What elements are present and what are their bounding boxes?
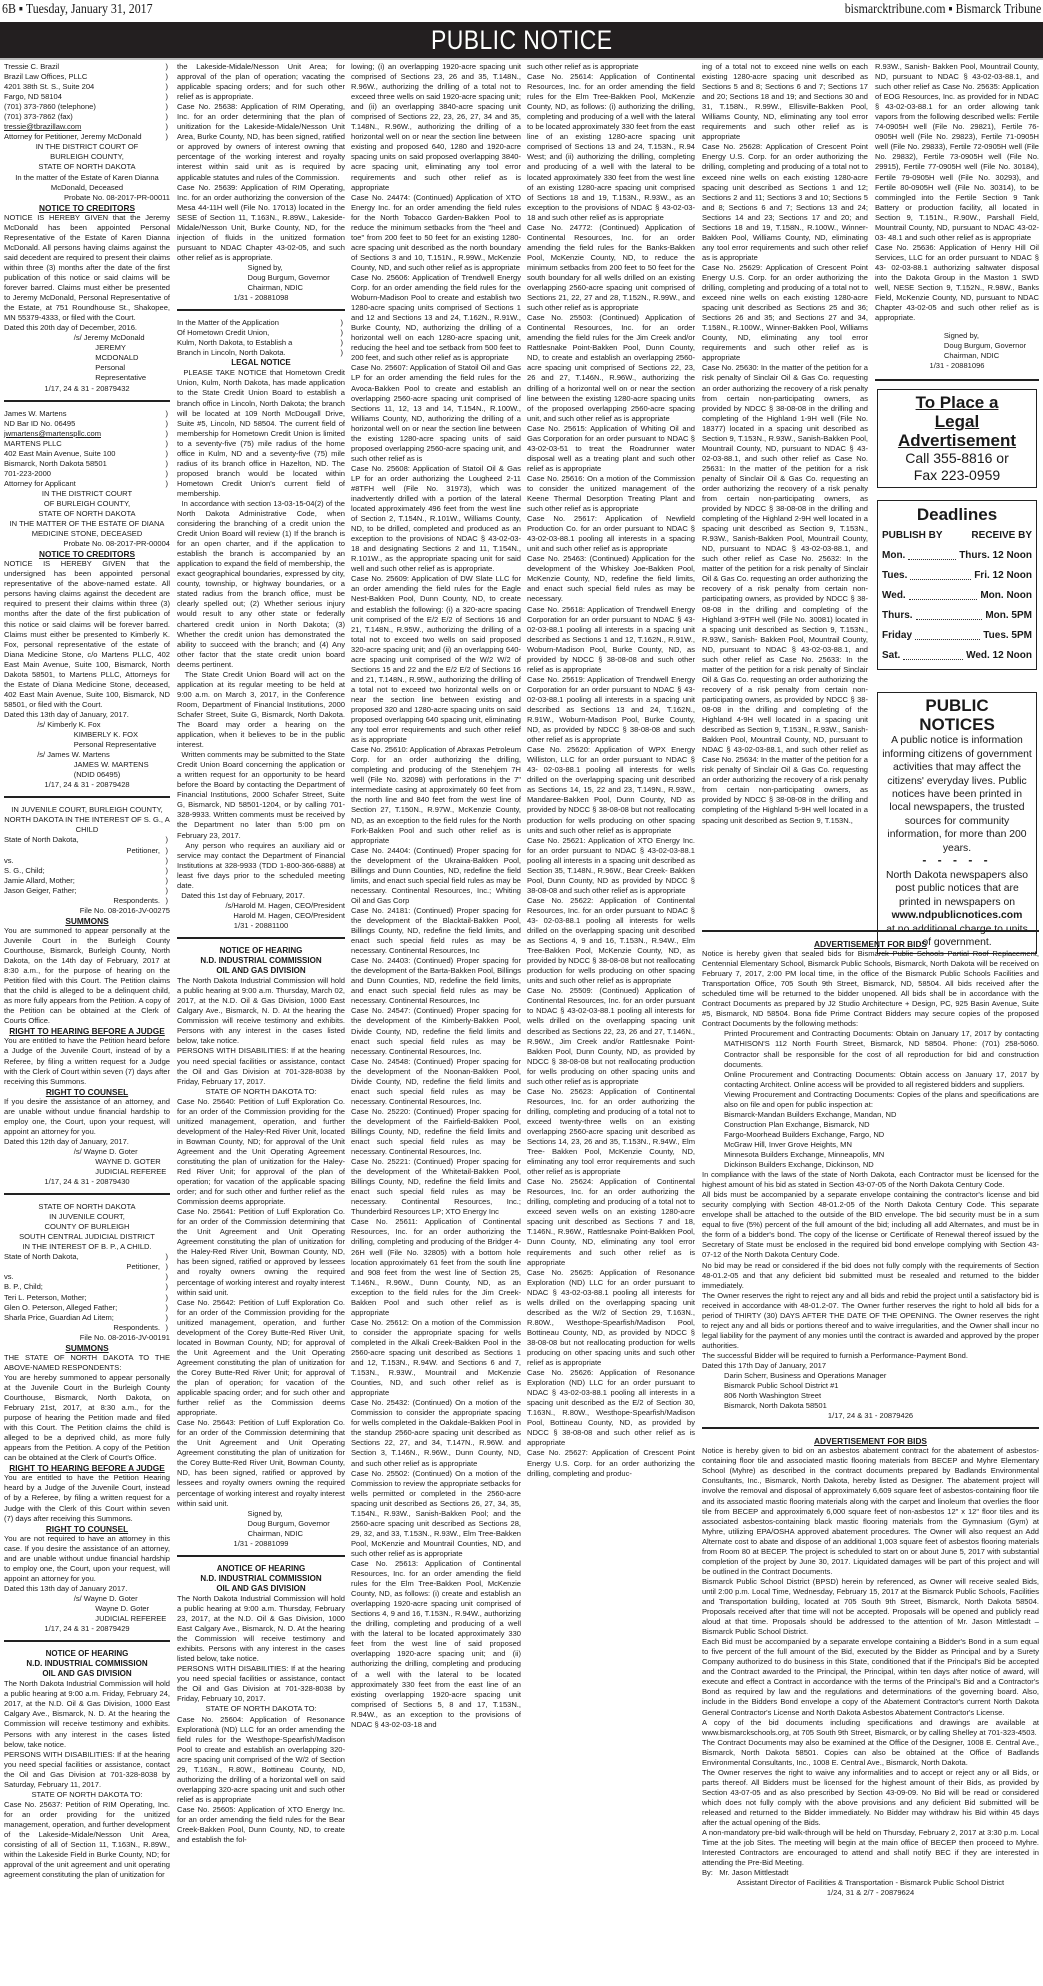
public-notices-text: at no additional charge to units of government. — [886, 923, 1028, 949]
notice-line: Probate No. 08-2017-PR-00011 — [63, 192, 170, 202]
deadline-row — [882, 546, 1032, 566]
notice-caption: OF BURLEIGH COUNTY, — [43, 498, 131, 508]
deadline-row — [882, 606, 1032, 626]
notice-line: /s/Harold M. Hagen, CEO/President — [225, 900, 345, 910]
caption-line: Of Hometown Credit Union, ) — [177, 328, 345, 338]
notice-heading: ADVERTISEMENT FOR BIDS — [814, 939, 927, 949]
caption-line: In the Matter of the Application ) — [177, 318, 345, 328]
notice-caption: IN THE DISTRICT COURT — [41, 488, 133, 498]
notice-paragraph: Online Procurement and Contracting Documents: Obtain access on January 17, 2017 by contacting Architect. Online access will be provided to all registered bidders and suppliers. — [724, 1069, 1039, 1089]
notice-paragraph: the Lakeside-Midale/Nesson Unit Area; for approval of the plan of operation; vacating the applicable spacing orders; and for such other relief as is appropriate. — [177, 62, 345, 102]
notice-paragraph: The Contract Documents may also be examined at the Office of the Designer, 1008 E. Central Ave., Bismarck, North Dakota 58501. Copies can also be obtained at the Office of Badlands Environmental Consultants, Inc., 1008 E. Central Ave., Bismarck, North Dakota. — [702, 1737, 1039, 1767]
dot-leader — [903, 646, 963, 660]
email-link-text[interactable]: jwmartens@martenspllc.com — [4, 428, 101, 438]
notice-paragraph: The successful Bidder will be required to furnish a Performance-Payment Bond. — [702, 1350, 968, 1360]
notice-paragraph: Case No. 25220: (Continued) Proper spacing for the development of the Fairfield-Bakken Pool, Billings County, ND, redefine the field limits and enact such special field rules as may be necessary. Continental Resources, Inc. — [351, 1106, 521, 1157]
column-6 — [875, 62, 1039, 954]
notice-paragraph: Case No. 25608: Application of Statoil Oil & Gas LP for an order authorizing the Lougheed 2-11 #8TFH well (File No. 31973), which was inadvertently drilled with a portion of the lateral located approximately 496 feet from the west line of Section 2, T.154N., R.101W., Williams County, ND, to be drilled, completed and produced as an exception to the provisions of NDAC § 43-02-03-18 and designating Sections 2 and 11, T.154N., R.101W., as the appropriate spacing unit for said well and such other relief as is appropriate. — [351, 463, 521, 574]
divider — [177, 309, 345, 311]
deadlines-header — [882, 526, 1032, 546]
caption-line: 701-223-2000 ) — [4, 469, 170, 479]
legal-ad-phone: Call 355-8816 or — [905, 450, 1009, 467]
legal-ad-title: To Place a — [915, 393, 999, 413]
notice-paragraph: Case No. 25609: Application of DW Slate LLC for an order amending the field rules for the Eagle Nest-Bakken Pool, Dunn County, ND, to create and establish the following: (i) a 320-acre spacing unit comprised of the E/2 E/2 of Sections 16 and 21, T.148N., R.95W., authorizing the drilling of a total not to exceed two wells on said proposed 320-acre spacing unit; and (ii) an overlapping 640-acre spacing unit comprised of the W/2 W/2 of Sections 15 and 22 and the E/2 E/2 of Sections 16 and 21, T.148N., R.95W., authorizing the drilling of a total not to exceed two horizontal wells on or near the section line between existing and proposed 320 and 1280-acre spacing units on said proposed overlapping 640 spacing unit, eliminating any tool error requirements and such other relief as is appropriate — [351, 574, 521, 745]
notice-paragraph: Case No. 24403: (Continued) Proper spacing for the development of the Barta-Bakken Pool, Billings and Dunn Counties, ND, redefine the field limits, and enact such special field rules as may be necessary. Continental Resources, Inc — [351, 956, 521, 1006]
signature-line: /s/ Jeremy McDonald — [73, 333, 145, 343]
caption-line: 402 East Main Avenue, Suite 100 ) — [4, 449, 170, 459]
publish-day: Sat. — [882, 650, 901, 662]
notice-paragraph: Written comments may be submitted to the State Credit Union Board concerning the application or a written request for an opportunity to be heard before the Board by contacting the Department of Financial Institutions, 2000 Schafer Street, Suite G, Bismarck, ND 58501-1204, or by calling 701-328-9933. Written comments must be received by the Department no later than 5:00 pm on February 23, 2017. — [177, 750, 345, 840]
column-2 — [177, 62, 345, 1845]
notice-heading: NOTICE TO CREDITORS — [38, 549, 136, 560]
caption-line: ND Bar ID No. 06495 ) — [4, 419, 170, 429]
notice-paragraph: Case No. 24181: (Continued) Proper spacing for the development of the Blacktail-Bakken Pool, Billings County, ND, redefine the field limits, and enact such special field rules as may be necessary. Continental Resources, Inc — [351, 905, 521, 956]
notice-paragraph: Each Bid must be accompanied by a separate envelope containing a Bidder's Bond in a sum equal to five percent of the full amount of the Bid, executed by the Bidder as Principal and by a Surety Company authorized to do business in this State, conditioned that if the Principal's Bid be accepted and the Contract awarded to the Principal, the Principal, within ten days after notice of award, will execute and effect a Contract in accordance with the terms of the Principal's Bid and a Contractor's Bond as required by law and the regulations and determinations of the governing board. Also, include in the Bidders Bond envelope a copy of the Abatement Contractor's current North Dakota General Contractor's License and North Dakota Asbestos Abatement Contractor's License. — [702, 1637, 1039, 1717]
divider — [177, 1555, 345, 1557]
notice-line: Bismarck Public School District #1 — [724, 1381, 839, 1391]
receive-deadline: Wed. 12 Noon — [966, 650, 1032, 662]
notice-paragraph: Case No. 25502: (Continued) On a motion of the Commission to review the appropriate setbacks for wells permitted or completed in the 2560-acre spacing unit described as Sections 26, 27, 34, 35, T.154N., R.93W., Sanish-Bakken Pool; and the 2560-acre spacing unit described as Sections 28, 29, 32, and 33, T.153N., R.93W., Elm Tree-Bakken Pool, McKenzie and Mountrail Counties, ND, and such other relief as is appropriate — [351, 1468, 521, 1558]
caption-line: Petitioner, ) — [4, 846, 170, 856]
legal-ad-fax: Fax 223-0959 — [913, 467, 1001, 484]
notice-paragraph: PERSONS WITH DISABILITIES: If at the hearing you need special facilities or assistance, contact the Oil and Gas Division at 701-328-8038 by Friday, February 10, 2017. — [177, 1664, 345, 1704]
receive-deadline: Thurs. 12 Noon — [959, 550, 1032, 562]
caption-line: (701) 373-7860 (telephone) ) — [4, 102, 170, 112]
notice-heading: OIL AND GAS DIVISION — [216, 966, 306, 976]
notice-caption: STATE OF NORTH DAKOTA — [38, 1202, 136, 1212]
notice-paragraph: Viewing Procurement and Contracting Documents: Copies of the plans and specifications are also on file and open for public inspection at: — [724, 1089, 1039, 1109]
notice-heading: NOTICE OF HEARING — [45, 1649, 129, 1659]
caption-line: Attorney for Applicant ) — [4, 479, 170, 489]
notice-heading: SUMMONS — [65, 915, 109, 926]
signature-line: JAMES W. MARTENS (NDID 06495) — [73, 760, 149, 780]
notice-paragraph: NOTICE IS HEREBY GIVEN that the Jeremy McDonald has been appointed Personal Representative of the Estate of Karen Dianna McDonald. All persons having claims against the said decedent are required to present their claims within three (3) months after the date of the first publication of this notice or said claims will be forever barred. Claims must either be presented to Jeremy McDonald, Personal Representative of the Estate, at 751 Roundhouse St., Shakopee, MN 55379-4333, or filed with the Court. — [4, 212, 170, 323]
notice-caption: In the matter of the Estate of Karen Dianna McDonald, Deceased — [15, 172, 159, 192]
notice-paragraph: Case No. 25463: (Continued) Application for the development of the Whiskey Joe-Bakken Pool, McKenzie County, ND, redefine the field limits, and enact such special field rules as may be necessary. — [527, 554, 695, 604]
notice-id: 1/17, 24 & 31 - 20879429 — [44, 1624, 130, 1634]
page-date-line: 6B ▪ Tuesday, January 31, 2017 — [2, 2, 153, 17]
notice-paragraph: You are entitled to have the Petition Hearing heard by a Judge of the Juvenile Court, instead of by a Referee, by filing a written request for a Judge with the Clerk of this Court within seven (7) days after receiving this Summons. — [4, 1473, 170, 1523]
notice-paragraph: The Owner reserves the right to reject any and all bids and rebid the project until a satisfactory bid is received in accordance with 48-01.2-07. The Owner further reserves the right to hold all bids for a period of THIRTY (30) DAYS AFTER THE DATE OF THE OPENING. The Owner reserves the right to reject any and all bids or portions thereof and to waive irregularities, and the Owner shall incur no legal liability for the payment of any monies until the contract is awarded and approved by the proper authorities. — [702, 1290, 1039, 1350]
notice-line: Bismarck-Mandan Builders Exchange, Mandan, ND — [724, 1109, 897, 1119]
notice-heading: N.D. INDUSTRIAL COMMISSION — [200, 956, 322, 966]
public-notices-text: A public notice is information informing citizens of government activities that may affect the citizens' everyday lives. Public notices have been printed in local newspapers, the trusted sources for community information, for more than 200 years. — [882, 735, 1032, 854]
publish-day: Mon. — [882, 550, 906, 562]
signature-line: Doug Burgum, Governor — [247, 1518, 330, 1528]
notice-line: File No. 08-2016-JV-00275 — [79, 905, 170, 915]
caption-line: Tressie C. Brazil ) — [4, 62, 170, 72]
publication-name: bismarcktribune.com ▪ Bismarck Tribune — [844, 2, 1041, 17]
receive-deadline: Mon. 5PM — [985, 610, 1032, 622]
signature-line: /s/ James W. Martens — [37, 750, 110, 760]
notice-paragraph: Bismarck Public School District (BPSD) herein by referenced, as Owner will receive sealed Bids, until 2:00 p.m. Local Time, Wednesday, February 15, 2017 at the Bismarck Public Schools, Facilities and Transportation building, located at 705 South 9th Street, Bismarck, North Dakota 58504. Proposals received after that time will not be accepted. Proposals will be opened and publicly read aloud at that time. Proposals should be addressed to the attention of Mr. Jason Mittlestadt – Bismarck Public School District. — [702, 1576, 1039, 1637]
notice-paragraph: Case No. 25221: (Continued) Proper spacing for the development of the Whitetail-Bakken Pool, Billings County, ND, redefine the field limits and enact such special field rules as may be necessary. Continental Resources, Inc.; Thunderbird Resources LP; XTO Energy Inc — [351, 1157, 521, 1217]
column-1 — [4, 62, 170, 1880]
notice-paragraph: Case No. 25640: Petition of Luff Exploration Co. for an order of the Commission providing for the unitized management, operation, and further development of the Haley-Red River Unit, located in Bowman County, ND; for approval of the Unit Agreement and the Unit Operating Agreement constituting the plan of unitization for the Haley-Red River Unit; for approval of the plan of operation; for vacation of the applicable spacing order; and for such other and further relief as the Commission deems appropriate. — [177, 1096, 345, 1207]
receive-deadline: Mon. Noon — [980, 590, 1032, 602]
notice-paragraph: NOTICE IS HEREBY GIVEN that the undersigned has been appointed personal representative of the above-named estate. All persons having claims against the decedent are required to present their claims within three (3) months after the date of the first publication of this notice or said claims will be forever barred. Claims must either be presented to Kimberly K. Fox, personal representative of the estate of Diana Medicine Stone, c/o Martens PLLC, 402 East Main Avenue, Suite 100, Bismarck, North Dakota 58501, to Martens PLLC, Attorneys for the Estate of Diana Medicine Stone, deceased, 402 East Main Avenue, Suite 100, Bismarck, ND 58501, or filed with the Court. — [4, 559, 170, 709]
notice-line: Dickinson Builders Exchange, Dickinson, ND — [724, 1160, 874, 1170]
caption-line: Jamie Allard, Mother; ) — [4, 876, 170, 886]
divider — [875, 379, 1039, 381]
notice-line: Dated this 17th Day of January, 2017 — [702, 1360, 827, 1370]
notice-paragraph: Case No. 25610: Application of Abraxas Petroleum Corp. for an order authorizing the drilling, completing and producing of the Stenehjem 7H well (File No. 32098) with perforations in the 7" intermediate casing at approximately 60 feet from the north line and 840 feet from the west line of Section 27, T.150N., R.97W., McKenzie County, ND, as an exception to the field rules for the North Fork-Bakken Pool and such other relief as is appropriate — [351, 745, 521, 845]
signature-line: /s/ Wayne D. Goter — [73, 1593, 138, 1603]
notice-caption: BURLEIGH COUNTY, — [50, 152, 124, 162]
notice-paragraph: Case No. 25643: Petition of Luff Exploration Co. for an order of the Commission determining that the Unit Agreement and Unit Operating Agreement constituting the plan of unitization for the Corey Butte-Red River Unit, Bowman County, ND, has been signed, ratified or approved by lessees and royalty owners owning the required percentage of working interest and royalty interest within said unit. — [177, 1418, 345, 1508]
dot-leader — [909, 586, 978, 600]
caption-line: Petitioner, ) — [4, 1262, 170, 1272]
notice-paragraph: Case No. 25432: (Continued) On a motion of the Commission to consider the appropriate spacing for wells completed in the Oakdale-Bakken Pool in the standup 2560-acre spacing unit described as Sections 22, 27, and 34, T.147N., R.96W. and Section 3, T.146N., R.96W., Dunn County, ND, and such other relief as is appropriate — [351, 1398, 521, 1468]
signature-line: Personal Representative — [73, 740, 157, 750]
signature-line: Doug Burgum, Governor — [943, 341, 1027, 351]
notice-heading: N.D. INDUSTRIAL COMMISSION — [200, 1573, 322, 1583]
notice-paragraph: ing of a total not to exceed nine wells on each existing 1280-acre spacing unit described as Sections 5 and 8; Sections 6 and 7; Sections 17 and 20; Sections 18 and 19; and Sections 30 and 31, T.158N., R.99W., Ellisville-Bakken Pool, Williams County, ND, eliminating any tool error requirements and such other relief as is appropriate — [702, 62, 868, 142]
notice-paragraph: Case No. 24474: (Continued) Application of XTO Energy Inc. for an order amending the field rules for the North Tobacco Garden-Bakken Pool to reduce the minimum setbacks from the "heel and toe" from 200 feet to 50 feet for an existing 1280-acre spacing unit described as the north boundary of Sections 3 and 10, T.151N., R.99W., McKenzie County, ND, and such other relief as is appropriate — [351, 192, 521, 272]
notice-paragraph: A copy of the bid documents including specifications and drawings are available at www.bismarckschools.org, at 705 South 9th Street, Bismarck, or by calling Shelley at 701-323-4503. — [702, 1717, 1039, 1737]
notice-paragraph: Case No. 25636: Application of Henry Hill Oil Services, LLC for an order pursuant to NDAC § 43- 02-03-88.1 authorizing saltwater disposal into the Dakota Group in the Maston 1 SWD well, NESE Section 9, T.152N., R.98W., Banks Field, McKenzie County, ND, pursuant to NDAC Chapter 43-02-05 and such other relief as is appropriate. — [875, 242, 1039, 323]
divider — [4, 1640, 170, 1642]
signature-line: Doug Burgum, Governor — [247, 272, 330, 282]
notice-line: Minnesota Builders Exchange, Minneapolis, MN — [724, 1149, 885, 1159]
notice-heading: RIGHT TO COUNSEL — [45, 1523, 129, 1534]
notice-line: By: Mr. Jason Mittlestadt — [702, 1868, 789, 1878]
notice-caption: IN THE MATTER OF THE ESTATE OF DIANA MEDICINE STONE, DECEASED — [9, 519, 165, 539]
legal-ad-title: Legal Advertisement — [897, 412, 1017, 451]
notice-paragraph: Case No. 25623: Application of Continental Resources, Inc. for an order authorizing the drilling, completing and producing of a total not to exceed twenty-three wells on an existing overlapping 2560-acre spacing unit described as Sections 14, 23, 26 and 35, T.153N., R.94W., Elm Tree- Bakken Pool, McKenzie County, ND, eliminating any tool error requirements and such other relief as is appropriate — [527, 1086, 695, 1177]
signature-line: JUDICIAL REFEREE — [95, 1167, 167, 1177]
notice-paragraph: You are entitled to have the Petition heard before a Judge of the Juvenile Court, instead of by a Referee, by filing a written request for a Judge with the Clerk of Court within seven (7) days after receiving this Summons. — [4, 1036, 170, 1086]
divider — [702, 930, 1039, 932]
notice-id: 1/17, 24 & 31 - 20879426 — [827, 1411, 914, 1421]
notice-caption: SOUTH CENTRAL JUDICIAL DISTRICT — [19, 1232, 155, 1242]
signature-line: Signed by, — [247, 262, 283, 272]
dot-leader — [916, 606, 983, 620]
spacer — [875, 323, 1039, 331]
dot-leader — [915, 626, 980, 640]
signature-line: JEREMY MCDONALD — [95, 343, 139, 363]
notice-paragraph: Case No. 24547: (Continued) Proper spacing for the development of the Kimberly-Bakken Pool, Divide County, ND, redefine the field limits and enact such special field rules as may be necessary. Continental Resources, Inc. — [351, 1006, 521, 1056]
divider — [4, 400, 170, 402]
signature-line: Signed by, — [943, 331, 979, 341]
notice-heading: RIGHT TO COUNSEL — [45, 1086, 129, 1097]
notice-caption: STATE OF NORTH DAKOTA — [38, 162, 136, 172]
notice-paragraph: Case No. 25616: On a motion of the Commission to consider the unitized management of the Keene Thermal Desorption Treating Plant and such other relief as is appropriate — [527, 473, 695, 514]
notice-paragraph: Case No. 25637: Petition of RIM Operating, Inc. for an order providing for the unitized management, operation, and further development of the Lakeside-Midale/Nesson Unit Area, consisting of all of Section 11, T.163N., R.89W., within the Lakeside Field in Burke County, ND; for approval of the unit agreement and unit operating agreement constituting the plan of unitization for — [4, 1799, 170, 1880]
notice-heading: ANOTICE OF HEARING — [216, 1563, 306, 1573]
public-notices-link[interactable]: www.ndpublicnotices.com — [891, 910, 1023, 922]
notice-id: 1/17, 24 & 31 - 20879430 — [44, 1177, 130, 1187]
notice-paragraph: Case No. 25604: Application of Resonance Explorationà (ND) LLC for an order amending the field rules for the Westhope-Spearfish/Madison Pool to create and establish an overlapping 320-acre spacing unit comprised of the W/2 of Section 29, T.163N., R.80W., Bottineau County, ND, authorizing the drilling of a horizontal well on said overlapping 320-acre spacing unit and such other relief as is appropriate — [177, 1714, 345, 1804]
caption-line: Bismarck, North Dakota 58501 ) — [4, 459, 170, 469]
notice-paragraph: Case No. 25617: Application of Newfield Production Co. for an order pursuant to NDAC § 43-02-03-88.1 pooling all interests in a spacing unit and such other relief as is appropriate — [527, 514, 695, 554]
notice-paragraph: Case No. 25639: Application of RIM Operating, Inc. for an order authorizing the conversion of the Mesa 44-11H well (File No. 17013) located in the SESE of Section 11, T.163N., R.89W., Lakeside-Midale/Nesson Unit, Burke County, ND, for the injection of fluids in the unitized formation pursuant to NDAC Chapter 43-02-05, and such other relief as is appropriate. — [177, 182, 345, 262]
signature-line: /s/ Kimberly K. Fox — [37, 720, 101, 729]
notice-heading: RIGHT TO HEARING BEFORE A JUDGE — [9, 1026, 165, 1037]
notice-caption: STATE OF NORTH DAKOTA TO: — [31, 1789, 143, 1799]
notice-paragraph: Notice is hereby given that sealed bids for Bismarck Public Schools Partial Roof Replacement, Centennial Elementary School, Bismarck Public Schools, Bismarck, North Dakota will be received on February 7, 2017, 2:00 PM local time, in the office of the Bismarck Public Schools Facilities and Transportation Office, 705 South 9th Street, Bismarck, ND, 58504. All bids received after the scheduled time will be returned to the bidder unopened. All bids shall be in accordance with the Contract Documents as prepared by J2 Studio Architecture + Design, PC, 925 Basin Avenue, Suite #5, Bismarck, ND 58504. Bona fide Prime Contract Bidders may secure copies of the proposed Contract Documents by the following methods: — [702, 949, 1039, 1029]
caption-line: Jason Geiger, Father; ) — [4, 886, 170, 896]
notice-paragraph: The Owner reserves the right to waive any informalities and to accept or reject any or all Bids, or parts thereof. All Bidders must be licensed for the highest amount of their Bids, as provided by Section 43-07-05 and as also prescribed by Section 43-09-09. No Bid will be read or considered which does not fully comply with the above provisions and any deficient Bid submitted will be released and returned to the Bidder immediately. No Bidder may withdraw his Bid within 45 days after the actual opening of the Bids. — [702, 1767, 1039, 1828]
caption-line: 4201 38th St. S., Suite 204 ) — [4, 82, 170, 92]
publish-day: Tues. — [882, 570, 908, 582]
notice-paragraph: Case No. 24404: (Continued) Proper spacing for the development of the Ukraina-Bakken Pool, Billings and Dunn Counties, ND, redefine the field limits, and enact such special field rules as may be necessary. Continental Resources, Inc.; Whiting Oil and Gas Corp — [351, 845, 521, 905]
caption-line: (701) 373-7862 (fax) ) — [4, 112, 170, 122]
publish-day: Thurs. — [882, 610, 913, 622]
notice-paragraph: The North Dakota Industrial Commission will hold a public hearing at 9:00 a.m. Thursday, February 23, 2017, at the N.D. Oil & Gas Division, 1000 East Calgary Ave., Bismarck, N. D. At the hearing the Commission will receive testimony and exhibits. Persons with any interest in the cases listed below, take notice. — [177, 1593, 345, 1664]
publish-day: Friday — [882, 630, 913, 642]
notice-paragraph: PERSONS WITH DISABILITIES: If at the hearing you need special facilities or assistance, contact the Oil and Gas Division at 701-328-8038 by Friday, February 17, 2017. — [177, 1046, 345, 1086]
signature-line: Chairman, NDIC — [247, 283, 303, 293]
notice-line: Dated this 12th day of January, 2017. — [4, 1136, 129, 1146]
notice-paragraph: Case No. 25625: Application of Resonance Exploration (ND) LLC for an order pursuant to NDAC § 43-02-03-88.1 pooling all interests for wells drilled on the overlapping spacing unit described as the W/2 of Section 29, T.163N., R.80W., Westhope-Spearfish/Madison Pool, Bottineau County, ND, as provided by NDCC § 38-08-08 but not reallocating production for wells producing on other spacing units and such other relief as is appropriate — [527, 1267, 695, 1368]
notice-paragraph: Case No. 24548: (Continued) Proper spacing for the development of the Noonan-Bakken Pool, Divide County, ND, redefine the field limits and enact such special field rules as may be necessary. Continental Resources, Inc. — [351, 1056, 521, 1106]
notice-id: 1/17, 24 & 31 - 20879428 — [44, 780, 130, 790]
caption-line: Brazil Law Offices, PLLC ) — [4, 72, 170, 82]
notice-paragraph: In accordance with section 13-03-15-04(2) of the North Dakota Administrative Code, when considering the branching of a credit union the Credit Union Board will review (1) If the branch is for an open charter, and if the application to establish the branch is accompanied by an application to expand the field of membership, the exact geographical boundaries, expressed by city, county, township, or highway boundaries, or a stated radius from the branch office, must be clearly spelled out; (2) Whether serious injury would result to any other state or federally chartered credit union in North Dakota; (3) Whether the credit union has demonstrated the ability to succeed with the branch; and (4) Any other factor that the state credit union board deems pertinent. — [177, 498, 345, 669]
notice-line: Dated this 20th day of December, 2016. — [4, 323, 137, 333]
dot-leader — [908, 546, 956, 560]
notice-paragraph: THE STATE OF NORTH DAKOTA TO THE ABOVE-NAMED RESPONDENTS: — [4, 1352, 170, 1372]
receive-by-header: RECEIVE BY — [971, 530, 1032, 542]
notice-paragraph: Case No. 25629: Application of Crescent Point Energy U.S. Corp. for an order authorizing the drilling, completing and producing of a total not to exceed nine wells on each existing 1280-acre spacing unit described as Sections 25 and 36; Sections 26 and 35; and Sections 27 and 34, T.158N., R.100W., Winner-Bakken Pool, Williams County, ND, eliminating any tool error requirements and such other relief as is appropriate — [702, 262, 868, 363]
notice-id: 1/31 - 20881100 — [233, 920, 289, 930]
notice-caption: IN THE INTEREST OF B. P., A CHILD. — [22, 1242, 152, 1252]
public-notices-title: NOTICES — [919, 715, 995, 735]
notice-paragraph: R.93W., Sanish- Bakken Pool, Mountrail County, ND, pursuant to NDAC § 43-02-03-88.1, and such other relief as Case No. 25635: Application of EOG Resources, Inc. as provided for in NDAC § 43-02-03-88.1 for an order allowing tank vapors from the following described wells: Fertile 74-0905H well (File No. 29821), Fertile 76-0905H well (File No. 29823), Fertile 71-0905H well (File No. 29833), Fertile 72-0905H well (File No. 29832), Fertile 73-0905H well (File No. 29915), Fertile 77-0905H well (File No. 30184), Fertile 79-0905H well (File No. 30293), and Fertile 80-0905H well (File No. 30314), to be commingled into the Fertile Section 9 Tank Battery or production facility, all located in Section 9, T.151N., R.90W., Parshall Field, Mountrail County, ND, pursuant to NDAC 43-02-03- 48.1 and such other relief as is appropriate — [875, 62, 1039, 242]
notice-line: Darin Scherr, Business and Operations Manager — [724, 1371, 887, 1381]
caption-line: State of North Dakota, ) — [4, 1252, 170, 1262]
legal-advertisement-box — [877, 389, 1037, 488]
caption-line: Respondents. ) — [4, 896, 170, 906]
section-title: PUBLIC NOTICE — [430, 25, 613, 55]
deadline-row — [882, 566, 1032, 586]
notice-id: 1/31 - 20881096 — [929, 361, 985, 371]
notice-paragraph: PERSONS WITH DISABILITIES: If at the hearing you need special facilities or assistance, contact the Oil and Gas Division at 701-328-8038 by Saturday, February 11, 2017. — [4, 1749, 170, 1789]
notice-paragraph: Case No. 25503: (Continued) Application of Continental Resources, Inc. for an order amending the field rules for the Jim Creek and/or Rattlesnake Point-Bakken Pool, Dunn County, ND, to create and establish an overlapping 2560-acre spacing unit comprised of Sections 22, 23, 26 and 27, T.146N., R.96W., authorizing the drilling of a horizontal well on or near the section line between the existing 1280-acre spacing units of the proposed overlapping 2560-acre spacing unit, and such other relief as is appropriate — [527, 313, 695, 423]
divider-dashes: - - - - - — [922, 853, 992, 868]
signature-line: Chairman, NDIC — [943, 351, 1000, 361]
notice-paragraph: Case No. 25618: Application of Trendwell Energy Corporation for an order pursuant to NDAC § 43-02-03-88.1 pooling all interests in a spacing unit described as Sections 1 and 12, T.162N., R.91W., Woburn-Madison Pool, Burke County, ND, as provided by NDCC § 38-08-08 and such other relief as is appropriate — [527, 604, 695, 674]
notice-paragraph: Case No. 25626: Application of Resonance Exploration (ND) LLC for an order pursuant to NDAC § 43-02-03-88.1 pooling all interests in a spacing unit described as the E/2 of Section 30, T.163N., R.80W., Westhope-Spearfish/Madison Pool, Bottineau County, ND, as provided by NDCC § 38-08-08 and such other relief as is appropriate — [527, 1368, 695, 1448]
notice-caption: STATE OF NORTH DAKOTA TO: — [205, 1086, 317, 1096]
signature-line: Personal Representative — [95, 363, 147, 383]
notice-paragraph: Case No. 25615: Application of Whiting Oil and Gas Corporation for an order pursuant to NDAC § 43-02-03-51 to treat the Roadrunner water disposal well as a treating plant and such other relief as is appropriate — [527, 423, 695, 473]
notice-paragraph: You are summoned to appear personally at the Juvenile Court in the Burleigh County Courthouse, Bismarck, Burleigh County, North Dakota, on the 14th day of February, 2017 at 8:30 a.m., for the purpose of hearing on the Petition filed with this Court. The Petition claims that the child is alleged to be a delinquent child, as more fully appears from the Petition. A copy of the Petition can be obtained at the Clerk of Courts Office. — [4, 925, 170, 1026]
caption-line: Glen O. Peterson, Alleged Father; ) — [4, 1303, 170, 1313]
notice-paragraph: Printed Procurement and Contracting Documents: Obtain on January 17, 2017 by contacting MATHISON'S 112 North Fourth Street, Bismarck, ND 58504. Phone: (701) 258-5060. Contractor shall be responsible for the cost of all reproduction for bid and construction documents. — [724, 1029, 1039, 1069]
notice-paragraph: lowing; (i) an overlapping 1920-acre spacing unit comprised of Sections 23, 26 and 35, T.148N., R.96W., authorizing the drilling of a total not to exceed three wells on said 1920-acre spacing unit; and (ii) an overlapping 3840-acre spacing unit comprised of Sections 22, 23, 26, 27, 34 and 35, T.148N., R.96W., authorizing the drilling of a horizontal well on or near the section line between existing and proposed 640, 1280 and 1920-acre spacing units on said proposed overlapping 3840-acre spacing unit, eliminating any tool error requirements and such other relief as is appropriate — [351, 62, 521, 192]
notice-line: Bismarck, North Dakota 58501 — [724, 1401, 827, 1411]
notice-paragraph: Case No. 25630: In the matter of the petition for a risk penalty of Sinclair Oil & Gas Co. requesting an order authorizing the recovery of a risk penalty from certain non-participating owners, as provided by NDCC § 38-08-08 in the drilling and completing of the Highland 1-9H well (File No. 18377) located in a spacing unit described as Section 9, T.153N., R.93W., Sanish-Bakken Pool, Mountrail County, ND, pursuant to NDAC § 43-02-03-88.1, and such other relief as Case No. 25631: In the matter of the petition for a risk penalty of Sinclair Oil & Gas Co. requesting an order authorizing the recovery of a risk penalty from certain non-participating owners, as provided by NDCC § 38-08-08 in the drilling and completing of the Highland 2-9H well located in a spacing unit described as Section 9, T.153N., R.93W., Sanish-Bakken Pool, Mountrail County, ND, pursuant to NDAC § 43-02-03-88.1, and such other relief as Case No. 25632: In the matter of the petition for a risk penalty of Sinclair Oil & Gas Co. requesting an order authorizing the recovery of a risk penalty from certain non-participating owners, as provided by NDCC § 38-08-08 in the drilling and completing of the Highland 3-9TFH well (File No. 30081) located in a spacing unit described as Section 9, T.153N., R.93W., Sanish- Bakken Pool, Mountrail County, ND, pursuant to NDAC § 43-02-03-88.1, and such other relief as Case No. 25633: In the matter of the petition for a risk penalty of Sinclair Oil & Gas Co. requesting an order authorizing the recovery of a risk penalty from certain non-participating owners, as provided by NDCC § 38-08-08 in the drilling and completing of the Highland 4-9H well located in a spacing unit described as Section 9, T.153N., R.93W., Sanish-Bakken Pool, Mountrail County, ND, pursuant to NDAC § 43-02-03-88.1, and such other relief as Case No. 25634: In the matter of the petition for a risk penalty of Sinclair Oil & Gas Co. requesting an order authorizing the recovery of a risk penalty from certain non-participating owners, as provided by NDCC § 38-08-08 in the drilling and completing of the Highland 5-9H well located in a spacing unit described as Section 9, T.153N., — [702, 363, 868, 825]
notice-paragraph: The North Dakota Industrial Commission will hold a public hearing at 9:00 a.m. Friday, February 24, 2017, at the N.D. Oil & Gas Division, 1000 East Calgary Ave., Bismarck, N. D. At the hearing the Commission will receive testimony and exhibits. Persons with any interest in the cases listed below, take notice. — [4, 1679, 170, 1749]
notice-heading: SUMMONS — [65, 1342, 109, 1353]
notice-line: Dated this 1st day of February, 2017. — [177, 890, 305, 900]
notice-line: Dated this 13th day of January, 2017. — [4, 709, 129, 719]
caption-line: Teri L. Peterson, Mother; ) — [4, 1293, 170, 1303]
notice-paragraph: Case No. 25621: Application of XTO Energy Inc. for an order pursuant to NDAC § 43-02-03-88.1 pooling all interests in a spacing unit described as Section 35, T.148N., R.96W., Bear Creek- Bakken Pool, Dunn County, ND as provided by NDCC § 38-08-08 and such other relief as is appropriate — [527, 835, 695, 895]
notice-paragraph: The State Credit Union Board will act on the application at its regular meeting to be held at 9:00 a.m. on March 3, 2017, in the Conference Room, Department of Financial Institutions, 2000 Schafer Street, Suite G, Bismarck, North Dakota. The Board may order a hearing on the application, when it believes to be in the public interest. — [177, 669, 345, 750]
notice-id: 1/17, 24 & 31 - 20879432 — [44, 383, 130, 393]
caption-line: Branch in Lincoln, North Dakota. ) — [177, 348, 345, 358]
notice-paragraph: PLEASE TAKE NOTICE that Hometown Credit Union, Kulm, North Dakota, has made application to the State Credit Union Board to establish a branch office in Lincoln, North Dakota; the branch will be located at 109 North McDougall Drive, Suite #5, Lincoln, ND 58504. The current field of membership for Hometown Credit Union is limited to a seventy-five (75) mile radius of the home office in Kulm, ND and a seventy-five (75) mile radius of its branch office in Hazelton, ND. The proposed branch would be located within Hometown Credit Union's current field of membership. — [177, 368, 345, 498]
publish-day: Wed. — [882, 590, 906, 602]
notice-paragraph: such other relief as is appropriate — [527, 62, 639, 71]
notice-paragraph: Case No. 25619: Application of Trendwell Energy Corporation for an order pursuant to NDAC § 43-02-03-88.1 pooling all interests in a spacing unit described as Sections 13 and 24, T.162N., R.91W., Woburn-Madison Pool, Burke County, ND, as provided by NDCC § 38-08-08 and such other relief as is appropriate — [527, 674, 695, 745]
notice-caption: IN JUVENILE COURT, — [49, 1212, 125, 1222]
notice-paragraph: A non-mandatory pre-bid walk-through will be held on Thursday, February 2, 2017 at 3:30 p.m. Local Time at the job Sites. The meeting will begin at the main office of BECEP then proceed to Myhre. Interested Contractors are encouraged to attend and shall notify BEC if they are interested in attending the Pre-Bid Meeting. — [702, 1828, 1039, 1868]
notice-caption: STATE OF NORTH DAKOTA — [38, 509, 136, 519]
receive-deadline: Fri. 12 Noon — [974, 570, 1032, 582]
signature-line: /s/ Wayne D. Goter — [73, 1146, 138, 1156]
notice-line: 806 North Washington Street — [724, 1391, 822, 1401]
caption-line: MARTENS PLLC ) — [4, 439, 170, 449]
notice-heading: LEGAL NOTICE — [231, 358, 291, 368]
signature-line: JUDICIAL REFEREE — [95, 1614, 167, 1624]
public-notices-text: North Dakota newspapers also post public notices that are printed in newspapers on — [885, 870, 1029, 908]
caption-line: State of North Dakota, ) — [4, 835, 170, 845]
deadline-row — [882, 586, 1032, 606]
deadlines-box — [877, 500, 1037, 670]
notice-paragraph: Case No. 25612: On a motion of the Commission to consider the appropriate spacing for wells completed in the Alkali Creek-Bakken Pool in the 2560-acre spacing unit described as Sections 1 and 12, T.153N., R.94W. and Sections 6 and 7, T.153N., R.93W., Mountrail and McKenzie Counties, ND, and such other relief as is appropriate — [351, 1317, 521, 1398]
signature-line: Signed by, — [247, 1508, 283, 1518]
caption-line: James W. Martens ) — [4, 409, 170, 419]
notice-id: 1/24, 31 & 2/7 - 20879624 — [826, 1888, 915, 1898]
caption-line: B. P., Child; ) — [4, 1282, 170, 1292]
caption-line: Sharla Price, Guardian Ad Litem; ) — [4, 1313, 170, 1323]
divider — [4, 1193, 170, 1195]
deadline-row — [882, 646, 1032, 666]
notice-paragraph: Case No. 25611: Application of Continental Resources, Inc. for an order authorizing the drilling, completing and producing of the Bridger 4-26H well (File No. 32805) with a bottom hole location approximately 61 feet from the south line and 908 feet from the west line of Section 25, T.146N., R.96W., Dunn County, ND, as an exception to the field rules for the Jim Creek-Bakken Pool and such other relief as is appropriate — [351, 1217, 521, 1317]
receive-deadline: Tues. 5PM — [983, 630, 1032, 642]
deadline-row — [882, 626, 1032, 646]
publish-by-header: PUBLISH BY — [882, 530, 943, 542]
email-link[interactable] — [4, 122, 170, 132]
notice-paragraph: Case No. 25628: Application of Crescent Point Energy U.S. Corp. for an order authorizing the drilling, completing and producing of a total not to exceed nine wells on each existing 1280-acre spacing unit described as Sections 1 and 12; Sections 2 and 11; Sections 3 and 10; Sections 5 and 8; Sections 6 and 7; Sections 13 and 24; Sections 14 and 23; Sections 17 and 20; and Sections 18 and 19, T.158N., R.100W., Winner-Bakken Pool, Williams County, ND, eliminating any tool error requirements and such other relief as is appropriate — [702, 142, 868, 262]
notice-line: Dated this 13th day of January 2017. — [4, 1583, 128, 1593]
notice-paragraph: Case No. 25606: Application of Trendwell Energy Corp. for an order amending the field rules for the Woburn-Madison Pool to create and establish two 1280-acre spacing units comprised of Sections 1 and 12 and Sections 13 and 24, T.162N., R.91W., Burke County, ND, authorizing the drilling of a horizontal well on each 1280-acre spacing unit, reducing the heel and toe setback from 500 feet to 200 feet, and such other relief as is appropriate — [351, 272, 521, 363]
email-link[interactable] — [4, 429, 170, 439]
notice-paragraph: Case No. 25622: Application of Continental Resources, Inc. for an order pursuant to NDAC § 43- 02-03-88.1 pooling all interests for wells drilled on the overlapping spacing unit described as Sections 4, 9 and 16, T.153N., R.94W., Elm Tree-Bakken Pool, McKenzie County, ND, as provided by NDCC § 38-08-08 but not reallocating production for wells producing on other spacing units and such other relief as is appropriate — [527, 895, 695, 986]
caption-line: Respondents. ) — [4, 1323, 170, 1333]
email-link-text[interactable]: tressie@tbrazillaw.com — [4, 122, 82, 132]
notice-line: Construction Plan Exchange, Bismarck, ND — [724, 1119, 870, 1129]
notice-line: McGraw Hill, Inver Grove Heights, MN — [724, 1139, 852, 1149]
masthead — [0, 0, 1043, 20]
notice-heading: ADVERTISEMENT FOR BIDS — [814, 1436, 927, 1447]
column-5 — [702, 62, 868, 826]
column-4 — [527, 62, 695, 1479]
notice-paragraph: You are not required to have an attorney in this case. If you desire the assistance of an attorney, and are unable without undue financial hardship to employ one, the Court, upon your request, will appoint an attorney for you. — [4, 1533, 170, 1583]
notice-heading: OIL AND GAS DIVISION — [42, 1669, 132, 1679]
caption-line: vs. ) — [4, 856, 170, 866]
notice-line: Probate No. 08-2017-PR-00004 — [63, 539, 170, 549]
notice-paragraph: Case No. 25607: Application of Statoil Oil and Gas LP for an order amending the field rules for the Avoca-Bakken Pool to create and establish an overlapping 2560-acre spacing unit comprised of Sections 11, 12, 13 and 14, T.154N., R.100W., Williams County, ND, authorizing the drilling of a horizontal well on or near the section line between the existing 1280-acre spacing units of said proposed overlapping 2560-acre spacing unit, and such other relief as is — [351, 363, 521, 463]
column-6-text — [875, 62, 1039, 371]
notice-id: 1/31 - 20881098 — [233, 293, 289, 303]
notice-paragraph: Notice is hereby given to bid on an asbestos abatement contract for the abatement of asbestos-containing floor tile and associated mastic flooring materials from BECEP and Myhre Elementary School (Myhre) as described in the contract documents prepared by Badlands Environmental Consultants, Inc., Bismarck, North Dakota, hereby listed as Designer. The abatement project will involve the removal and disposal of approximately 6,609 square feet of asbestos-containing floor tile and its associated mastic flooring materials along with the carpet and linoleum that overlies the floor tile from BECEP and approximately 6,000 square feet of non-asbestos 12" x 12" floor tiles and its associated asbestos-containing black mastic flooring materials from the Gymnasium (Gym) at Myhre, utilizing EPA/OSHA approved abatement procedures. The Owner will also request an Add Alternate cost to abate and dispose of an additional 1,003 square feet of asbestos flooring materials from Room 80 at BECEP. The project is scheduled to start on or about June 5, 2017 with substantial completion of the project by June 30, 2017. Liquidated damages will be part of this project and will be outlined in the Contract Documents. — [702, 1446, 1039, 1576]
divider — [4, 796, 170, 798]
notice-id: Assistant Director of Facilities & Transportation - Bismarck Public School District — [736, 1878, 1005, 1888]
divider — [702, 1427, 1039, 1429]
signature-line: Wayne D. Goter — [95, 1603, 150, 1613]
signature-line: Chairman, NDIC — [247, 1528, 303, 1538]
notice-paragraph: You are hereby summoned to appear personally at the Juvenile Court in the Burleigh County Courthouse, Bismarck, North Dakota, on February 21st, 2017, at 8:30 a.m., for the purpose of hearing the Petition made and filed with this Court. The Petition claims the child is alleged to be a deprived child, as more fully appears from the Petition. A copy of the Petition can be obtained at the Clerk of Court's Office. — [4, 1372, 170, 1463]
deadlines-title: Deadlines — [916, 505, 998, 525]
notice-paragraph: Case No. 24772: (Continued) Application of Continental Resources, Inc. for an order amending the field rules for the Banks-Bakken Pool, McKenzie County, ND, to reduce the minimum setbacks from 200 feet to 50 feet for the south boundary for all wells drilled on an existing overlapping 2560-acre spacing unit comprised of Sections 21, 22, 27 and 28, T.152N., R.99W., and such other relief as is appropriate — [527, 222, 695, 313]
notice-line: Harold M. Hagen, CEO/President — [233, 910, 345, 920]
caption-line: Fargo, ND 58104 ) — [4, 92, 170, 102]
notice-paragraph: Case No. 25509: (Continued) Application of Continental Resources, Inc. for an order pursuant to NDAC § 43-02-03-88.1 pooling all interests for wells drilled on the overlapping spacing unit described as Sections 22, 23, 26 and 27, T.146N., R.96W., Jim Creek and/or Rattlesnake Point- Bakken Pool, Dunn County, ND, as provided by NDCC § 38-08-08 but not reallocating production for wells producing on other spacing units and such other relief as is appropriate — [527, 986, 695, 1086]
notice-paragraph: All bids must be accompanied by a separate envelope containing the contractor's license and bid security complying with Section 48-01.2-05 of the North Dakota Century Code. This separate envelope shall be attached to the outside of the BID envelope. The bid security must be in a sum equal to five (5%) percent of the full amount of the bid; including all add Alternates, and must be in the form of a bidder's bond. The copy of the license or Certificate of Renewal thereof issued by the Secretary of State must be enclosed in the required bid bond envelope complying with Section 43-07-12 of the North Dakota Century Code. — [702, 1190, 1039, 1260]
dot-leader — [910, 566, 971, 580]
caption-line: Attorney for Petitioner, Jeremy McDonald ) — [4, 132, 170, 142]
deadlines-rows — [882, 546, 1032, 666]
section-banner — [0, 22, 1043, 60]
caption-line: vs. ) — [4, 1272, 170, 1282]
notice-heading: RIGHT TO HEARING BEFORE A JUDGE — [9, 1463, 165, 1474]
notice-paragraph: Case No. 25614: Application of Continental Resources, Inc. for an order amending the field rules for the Elm Tree-Bakken Pool, McKenzie County, ND, as follows: (i) authorizing the drilling, completing and producing of a well with the lateral to be located approximately 330 feet from the east line of an existing 1280-acre spacing unit comprised of Sections 13 and 24, T.153N., R.94 West; and (ii) authorizing the drilling, completing and producing of a well with the lateral to be located approximately 330 feet from the west line of an existing 1280-acre spacing unit comprised of Sections 18 and 19, T.153N., R.93W., as an exception to the provisions of NDAC § 43-02-03-18 and such other relief as is appropriate — [527, 72, 695, 222]
notice-heading: OIL AND GAS DIVISION — [216, 1583, 306, 1593]
notice-heading: NOTICE OF HEARING — [219, 945, 303, 955]
notice-paragraph: The North Dakota Industrial Commission will hold a public hearing at 9:00 a.m. Thursday, March 02, 2017, at the N.D. Oil & Gas Division, 1000 East Calgary Ave., Bismarck, N. D. At the hearing the Commission will receive testimony and exhibits. Persons with any interest in the cases listed below, take notice. — [177, 976, 345, 1046]
notice-paragraph: Case No. 25627: Application of Crescent Point Energy U.S. Corp. for an order authorizing the drilling, completing and produc- — [527, 1448, 695, 1478]
notice-id: 1/31 - 20881099 — [233, 1538, 289, 1548]
notice-line: Fargo-Moorhead Builders Exchange, Fargo, ND — [724, 1129, 885, 1139]
notice-caption: STATE OF NORTH DAKOTA TO: — [205, 1704, 317, 1714]
notice-paragraph: If you desire the assistance of an attorney, and are unable without undue financial hardship to employ one, the Court, upon your request, will appoint an attorney for you. — [4, 1096, 170, 1136]
notice-paragraph: Any person who requires an auxiliary aid or service may contact the Department of Financial Institutions at 328-9933 (TDD 1-800-366-6888) at least five days prior to the scheduled meeting date. — [177, 840, 345, 890]
notice-paragraph: Case No. 25642: Petition of Luff Exploration Co. for an order of the Commission providing for the unitized management, operation, and further development of the Corey Butte-Red River Unit, located in Bowman County, ND; for approval of the Unit Agreement and the Unit Operating Agreement constituting the plan of unitization for the Corey Butte-Red River Unit; for approval of the plan of operation; for vacation of the applicable spacing order; and for such other and further relief as the Commission deems appropriate. — [177, 1297, 345, 1418]
divider — [177, 937, 345, 939]
notice-caption: COUNTY OF BURLEIGH — [44, 1222, 130, 1232]
notice-paragraph: Case No. 25620: Application of WPX Energy Williston, LLC for an order pursuant to NDAC § 43- 02-03-88.1 pooling all interests for wells drilled on the overlapping spacing unit described as Sections 14, 15, 22 and 23, T.149N., R.93W., Mandaree-Bakken Pool, Dunn County, ND as provided by NDCC § 38-08-08 but not reallocating production for wells producing on other spacing units and such other relief as is appropriate — [527, 745, 695, 835]
notice-heading: NOTICE TO CREDITORS — [38, 202, 136, 213]
notice-line: File No. 08-2016-JV-00191 — [79, 1332, 170, 1342]
notice-paragraph: Case No. 25613: Application of Continental Resources, Inc. for an order amending the field rules for the Elm Tree-Bakken Pool, McKenzie County, ND, as follows: (i) create and establish an overlapping 1920-acre spacing unit comprised of Sections 4, 9 and 16, T.153N., R.94W., authorizing the drilling, completing and producing of a well with the lateral to be located approximately 330 feet from the west line of said proposed overlapping 1920-acre spacing unit; and (ii) authorizing the drilling, completing and producing of a well with the lateral to be located approximately 330 feet from the east line of an existing overlapping 1920-acre spacing unit comprised of Sections 5, 8 and 17, T.153N., R.94W., as an exception to the provisions of NDAC § 43-02-03-18 and — [351, 1558, 521, 1729]
caption-line: S. G., Child; ) — [4, 866, 170, 876]
notice-paragraph: Case No. 25624: Application of Continental Resources, Inc. for an order authorizing the drilling, completing and producing of a total not to exceed seven wells on an existing 1280-acre spacing unit described as Sections 7 and 18, T.146N., R.96W., Rattlesnake Point-Bakken Pool, Dunn County, ND, eliminating any tool error requirements and such other relief as is appropriate — [527, 1177, 695, 1267]
notice-paragraph: Case No. 25605: Application of XTO Energy Inc. for an order amending the field rules for the Bear Creek-Bakken Pool, Dunn County, ND, to create and establish the fol- — [177, 1804, 345, 1845]
notice-paragraph: Case No. 25638: Application of RIM Operating, Inc. for an order determining that the plan of unitization for the Lakeside-Midale/Nesson Unit Area, Burke County, ND, has been signed, ratified or approved by owners of interest owning that percentage of the working interest and royalty interest within said unit as is required by applicable statutes and rules of the Commission. — [177, 102, 345, 182]
notice-paragraph: Case No. 25641: Petition of Luff Exploration Co. for an order of the Commission determining that the Unit Agreement and Unit Operating Agreement constituting the plan of unitization for the Haley-Red River Unit, Bowman County, ND, has been signed, ratified or approved by lessees and royalty owners owning the required percentage of working interest and royalty interest within said unit. — [177, 1207, 345, 1297]
column-3 — [351, 62, 521, 1730]
advertisements-for-bids — [702, 930, 1039, 1898]
public-notices-box — [877, 692, 1037, 953]
notice-caption: IN THE DISTRICT COURT OF — [35, 142, 139, 152]
notice-paragraph: In compliance with the laws of the state of North Dakota, each Contractor must be licensed for the highest amount of his bid as stated in Section 43-07-05 of the North Dakota Century Code. — [702, 1170, 1039, 1190]
caption-line: Kulm, North Dakota, to Establish a ) — [177, 338, 345, 348]
signature-line: WAYNE D. GOTER — [95, 1156, 161, 1166]
signature-line: KIMBERLY K. FOX — [73, 730, 139, 740]
public-notices-title: PUBLIC — [925, 696, 989, 716]
notice-caption: IN JUVENILE COURT, BURLEIGH COUNTY, NORTH DAKOTA IN THE INTEREST OF S. G., A CHILD — [4, 805, 170, 835]
notice-paragraph: No bid may be read or considered if the bid does not fully comply with the requirements of Section 48-01.2-05 and that any deficient bid submitted must be resealed and returned to the bidder immediately. — [702, 1260, 1039, 1290]
notice-heading: N.D. INDUSTRIAL COMMISSION — [26, 1659, 148, 1669]
